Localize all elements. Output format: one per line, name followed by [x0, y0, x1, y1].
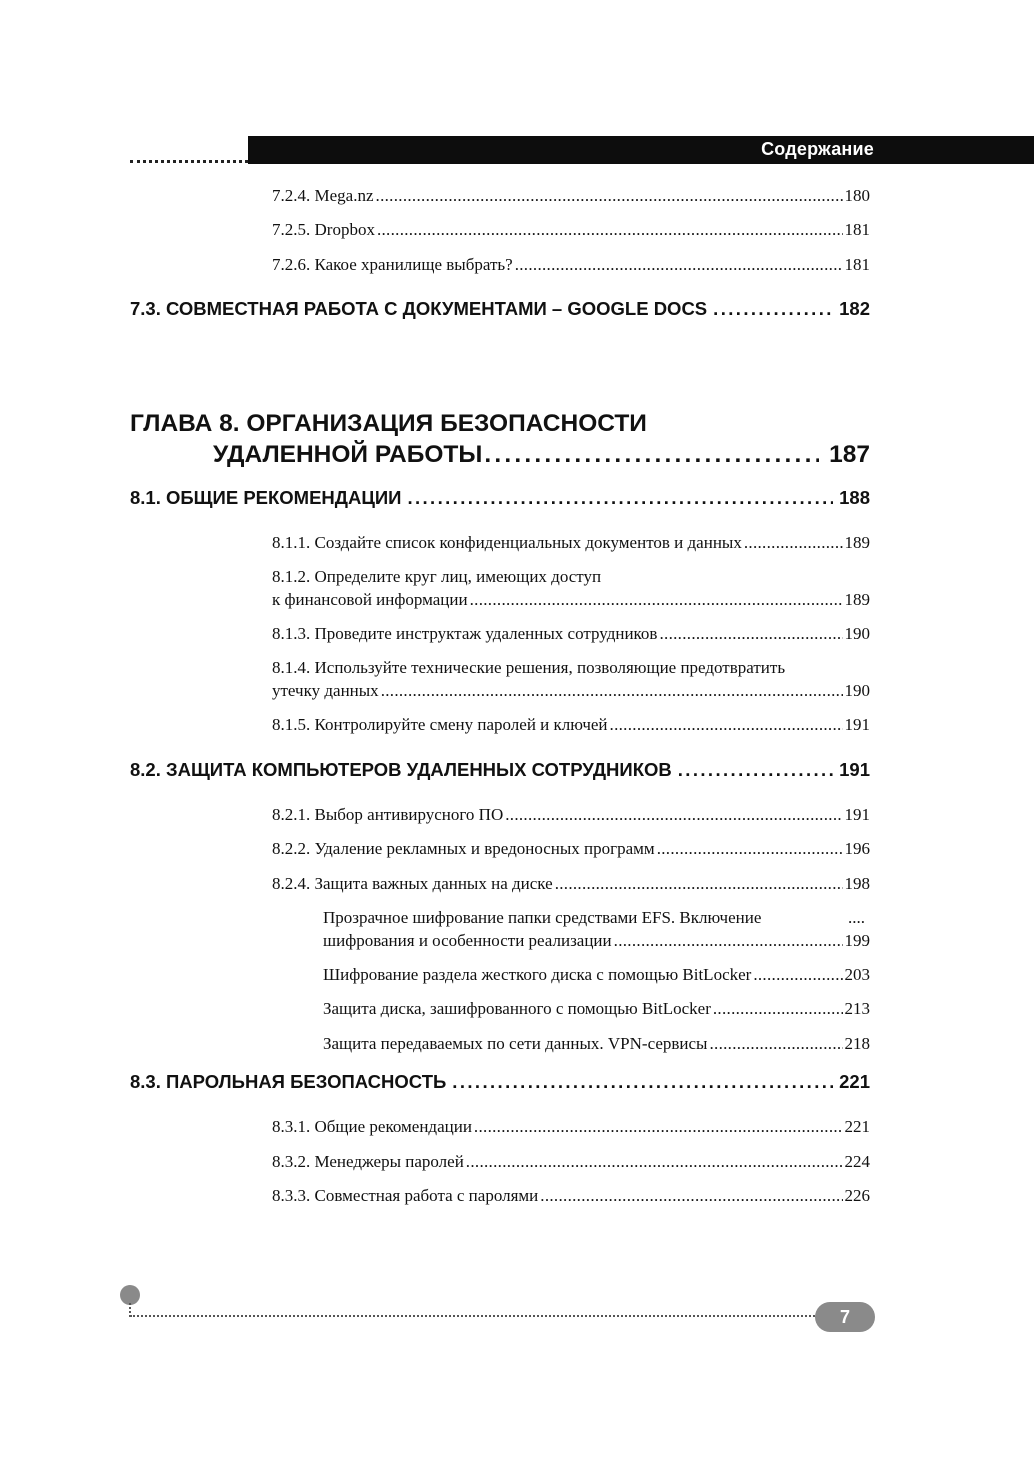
leader-dots [484, 441, 819, 469]
toc-entry-title: 8.2.1. Выбор антивирусного ПО [272, 805, 504, 824]
leader-dots-fragment: .... [848, 908, 865, 927]
header-dotted-rule [130, 160, 248, 163]
toc-entry-page: 181 [844, 255, 870, 274]
toc-entry-page: 196 [844, 839, 870, 858]
toc-section-page: 191 [839, 759, 870, 780]
toc-section-page: 188 [839, 487, 870, 508]
toc-entry [272, 681, 870, 701]
running-header-title: Содержание [761, 139, 874, 159]
toc-subentry-title: Шифрование раздела жесткого диска с помощью BitLocker [323, 965, 752, 984]
toc-subentry-page: 199 [844, 931, 870, 950]
toc-section [130, 1071, 870, 1093]
toc-section [130, 298, 870, 320]
leader-dots [753, 965, 842, 985]
chapter-page: 187 [829, 441, 870, 468]
toc-entry-title: 8.3.3. Совместная работа с паролями [272, 1186, 539, 1205]
leader-dots [659, 624, 842, 644]
leader-dots [555, 874, 843, 894]
footer-dotted-rule [130, 1315, 818, 1317]
toc-entry [272, 805, 870, 825]
toc-entry-page: 180 [844, 186, 870, 205]
toc-entry [272, 624, 870, 644]
toc-subentry [323, 931, 870, 951]
leader-dots [678, 759, 833, 781]
chapter-title-line2 [213, 441, 870, 469]
leader-dots [470, 590, 843, 610]
toc-entry-title: 8.2.2. Удаление рекламных и вредоносных программ [272, 839, 655, 858]
toc-section [130, 759, 870, 781]
toc-entry-title: к финансовой информации [272, 590, 468, 609]
leader-dots [610, 715, 843, 735]
toc-subentry [323, 999, 870, 1019]
toc-subentry-title: Защита передаваемых по сети данных. VPN-сервисы [323, 1034, 708, 1053]
toc-entry [272, 186, 870, 206]
chapter-title-line1: ГЛАВА 8. ОРГАНИЗАЦИЯ БЕЗОПАСНОСТИ [130, 410, 647, 437]
leader-dots [540, 1186, 842, 1206]
page-number: 7 [815, 1302, 875, 1332]
leader-dots [614, 931, 843, 951]
toc-entry [272, 220, 870, 240]
toc-entry-page: 190 [844, 624, 870, 643]
toc-subentry-title: Защита диска, зашифрованного с помощью BitLocker [323, 999, 711, 1018]
toc-entry-title: 8.1.1. Создайте список конфиденциальных документов и данных [272, 533, 742, 552]
toc-entry-page: 224 [844, 1152, 870, 1171]
toc-subentry-title-line1: Прозрачное шифрование папки средствами EFS. Включение [323, 908, 762, 927]
toc-section-page: 182 [839, 298, 870, 319]
toc-entry [272, 839, 870, 859]
toc-subentry [323, 1034, 870, 1054]
leader-dots [376, 186, 843, 206]
toc-subentry-title: шифрования и особенности реализации [323, 931, 612, 950]
toc-entry-title: 7.2.4. Mega.nz [272, 186, 374, 205]
chapter-title-text: УДАЛЕННОЙ РАБОТЫ [213, 441, 483, 468]
leader-dots [505, 805, 842, 825]
toc-entry-title: 8.2.4. Защита важных данных на диске [272, 874, 553, 893]
toc-entry [272, 255, 870, 275]
leader-dots [744, 533, 843, 553]
header-bar [248, 136, 1034, 164]
toc-entry-page: 191 [844, 805, 870, 824]
leader-dots [474, 1117, 843, 1137]
toc-entry-page: 226 [844, 1186, 870, 1205]
toc-section-title: 7.3. СОВМЕСТНАЯ РАБОТА С ДОКУМЕНТАМИ – GOOGLE DOCS [130, 298, 708, 319]
toc-entry-page: 189 [844, 533, 870, 552]
toc-entry [272, 590, 870, 610]
toc-entry-title: 8.1.5. Контролируйте смену паролей и ключей [272, 715, 608, 734]
toc-section-title: 8.1. ОБЩИЕ РЕКОМЕНДАЦИИ [130, 487, 402, 508]
toc-entry-page: 198 [844, 874, 870, 893]
toc-subentry [323, 965, 870, 985]
toc-section-title: 8.2. ЗАЩИТА КОМПЬЮТЕРОВ УДАЛЕННЫХ СОТРУДНИКОВ [130, 759, 672, 780]
toc-entry [272, 874, 870, 894]
toc-entry [272, 1152, 870, 1172]
toc-entry [272, 715, 870, 735]
toc-entry [272, 1117, 870, 1137]
toc-subentry-page: 218 [844, 1034, 870, 1053]
toc-entry [272, 533, 870, 553]
toc-subentry-page: 203 [844, 965, 870, 984]
toc-entry-title-line1: 8.1.2. Определите круг лиц, имеющих доступ [272, 567, 602, 586]
toc-entry-page: 191 [844, 715, 870, 734]
toc-entry [272, 1186, 870, 1206]
toc-entry-page: 181 [844, 220, 870, 239]
toc-entry-page: 190 [844, 681, 870, 700]
leader-dots [452, 1071, 833, 1093]
toc-section-title: 8.3. ПАРОЛЬНАЯ БЕЗОПАСНОСТЬ [130, 1071, 447, 1092]
toc-entry-page: 189 [844, 590, 870, 609]
leader-dots [657, 839, 843, 859]
footer-bullet [120, 1285, 140, 1305]
leader-dots [709, 1034, 842, 1054]
toc-entry-title: 8.3.1. Общие рекомендации [272, 1117, 472, 1136]
toc-entry-title: 8.3.2. Менеджеры паролей [272, 1152, 464, 1171]
toc-subentry-page: 213 [844, 999, 870, 1018]
toc-entry-title-line1: 8.1.4. Используйте технические решения, позволяющие предотвратить [272, 658, 786, 677]
toc-entry-title: 7.2.5. Dropbox [272, 220, 375, 239]
toc-entry-title: утечку данных [272, 681, 379, 700]
leader-dots [377, 220, 843, 240]
leader-dots [381, 681, 843, 701]
leader-dots [713, 298, 833, 320]
toc-entry-title: 8.1.3. Проведите инструктаж удаленных сотрудников [272, 624, 658, 643]
leader-dots [515, 255, 843, 275]
toc-entry-page: 221 [844, 1117, 870, 1136]
toc-entry-title: 7.2.6. Какое хранилище выбрать? [272, 255, 513, 274]
leader-dots [407, 487, 833, 509]
leader-dots [713, 999, 843, 1019]
toc-section [130, 487, 870, 509]
toc-section-page: 221 [839, 1071, 870, 1092]
leader-dots [466, 1152, 843, 1172]
